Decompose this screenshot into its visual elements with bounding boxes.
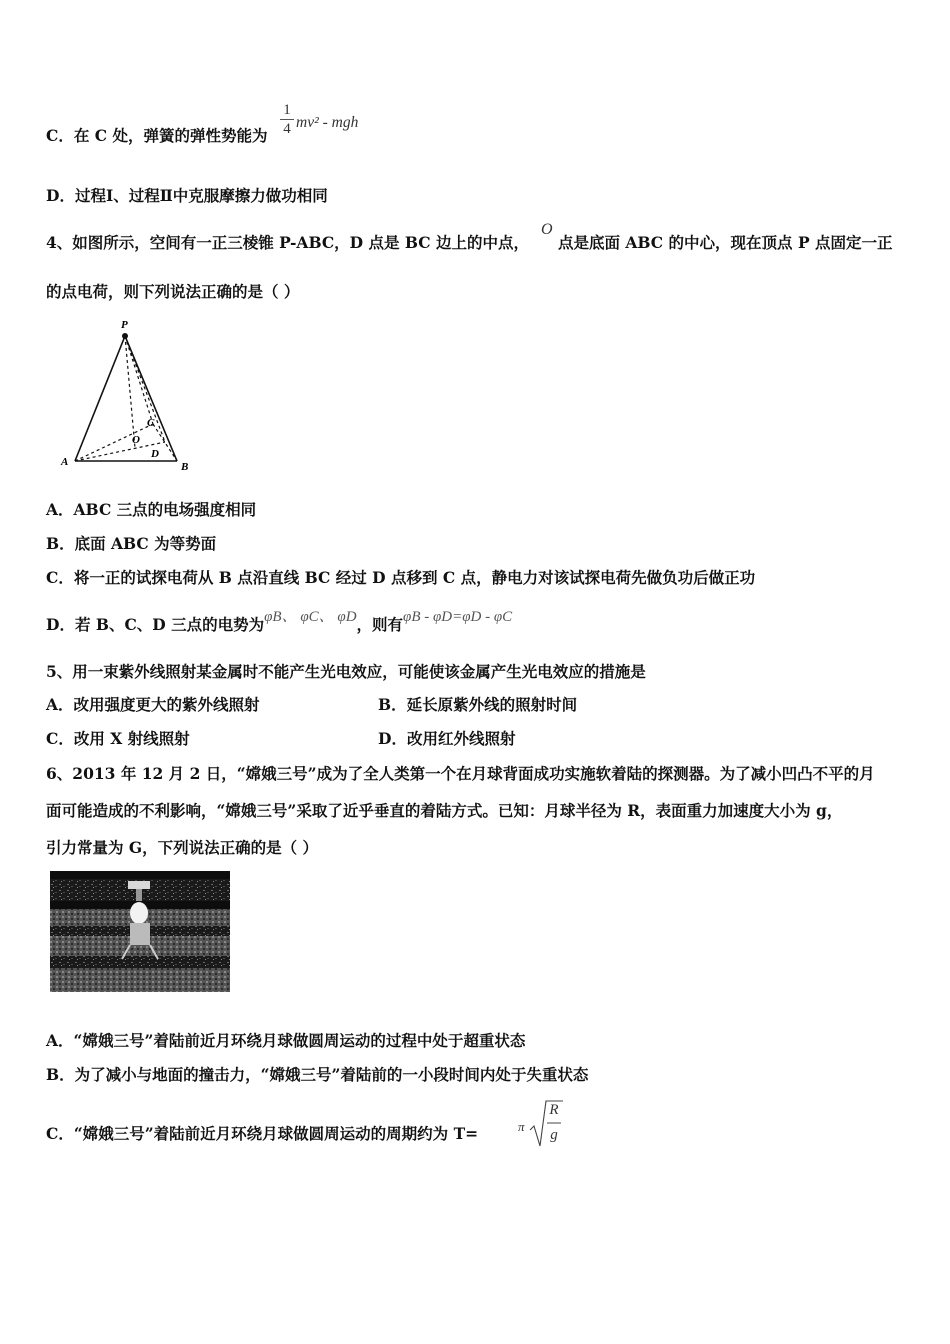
lander-photo: [50, 871, 230, 992]
q3-option-c: [46, 126, 267, 146]
q6-stem-line3: 引力常量为 G，下列说法正确的是（ ）: [46, 838, 319, 857]
lander-base: [130, 923, 150, 945]
lander-antenna: [128, 881, 150, 889]
line-po: [125, 336, 135, 448]
q5-option-c: C．改用 X 射线照射: [46, 729, 190, 748]
q4-stem-part2: 点是底面 ABC 的中心，现在顶点 P 点固定一正: [558, 233, 893, 252]
q6-stem-line1: 6、2013 年 12 月 2 日，“嫦娥三号”成为了全人类第一个在月球背面成功实施软着陆的探测器。为了减小凹凸不平的月: [46, 764, 875, 783]
lander-photo-drawing: [50, 871, 230, 992]
q4-option-b: B．底面 ABC 为等势面: [46, 534, 217, 553]
photo-foreground: [50, 956, 230, 968]
q3-option-c-fraction: [280, 102, 294, 137]
q6-option-a: A．“嫦娥三号”着陆前近月环绕月球做圆周运动的过程中处于超重状态: [46, 1031, 526, 1050]
q3-option-c-text: C．在 C 处，弹簧的弹性势能为: [46, 126, 268, 145]
lander-mast: [136, 889, 142, 901]
q5-stem: 5、用一束紫外线照射某金属时不能产生光电效应，可能使该金属产生光电效应的措施是: [46, 662, 646, 681]
q5-option-b: B．延长原紫外线的照射时间: [378, 695, 578, 714]
label-c: C: [147, 417, 155, 429]
q6-pi-symbol: π: [518, 1119, 525, 1134]
q4-option-d-equation: φB - φD=φD - φC: [403, 609, 513, 625]
q3-option-d: D．过程Ⅰ、过程Ⅱ中克服摩擦力做功相同: [46, 186, 328, 205]
q3-option-c-expression: mv² - mgh: [296, 114, 359, 131]
q6-sqrt-fraction: [546, 1100, 562, 1145]
q4-option-d-part2: ，则有: [356, 615, 404, 634]
lander-body: [130, 902, 148, 924]
q3-frac-numerator: 1: [283, 102, 291, 118]
q4-option-d-phis: φB、 φC、 φD: [264, 609, 357, 625]
q6-sqrt-denominator: g: [550, 1127, 558, 1143]
q6-option-c: [46, 1124, 478, 1144]
q4-option-c: C．将一正的试探电荷从 B 点沿直线 BC 经过 D 点移到 C 点，静电力对该试探电荷先做负功后做正功: [46, 568, 756, 587]
label-b: B: [181, 461, 189, 473]
q4-stem-part1: 4、如图所示，空间有一正三棱锥 P-ABC，D 点是 BC 边上的中点，: [46, 233, 530, 252]
q6-sqrt-numerator: R: [549, 1102, 559, 1118]
label-d: D: [151, 448, 159, 460]
q5-option-a: A．改用强度更大的紫外线照射: [46, 695, 260, 714]
q4-option-a: A．ABC 三点的电场强度相同: [46, 500, 257, 519]
q6-option-c-text: C．“嫦娥三号”着陆前近月环绕月球做圆周运动的周期约为 T=: [46, 1124, 479, 1143]
pyramid-figure: [55, 318, 205, 476]
q4-option-d: [46, 609, 513, 636]
edge-ac: [75, 424, 153, 461]
q6-option-b: B．为了减小与地面的撞击力，“嫦娥三号”着陆前的一小段时间内处于失重状态: [46, 1065, 589, 1084]
label-a: A: [61, 456, 69, 468]
q4-stem-line2: 的点电荷，则下列说法正确的是（ ）: [46, 282, 300, 301]
edge-pa: [75, 336, 125, 461]
q4-option-d-part1: D．若 B、C、D 三点的电势为: [46, 615, 265, 634]
point-p: [122, 333, 128, 339]
q6-stem-line2: 面可能造成的不利影响，“嫦娥三号”采取了近乎垂直的着陆方式。已知：月球半径为 R，表面重力加速度大小为 g，: [46, 801, 843, 820]
label-p: P: [121, 319, 128, 331]
q5-option-d: D．改用红外线照射: [378, 729, 516, 748]
label-o: O: [132, 434, 140, 446]
q4-stem-o-symbol: O: [541, 221, 553, 238]
q3-frac-denominator: 4: [283, 121, 291, 137]
